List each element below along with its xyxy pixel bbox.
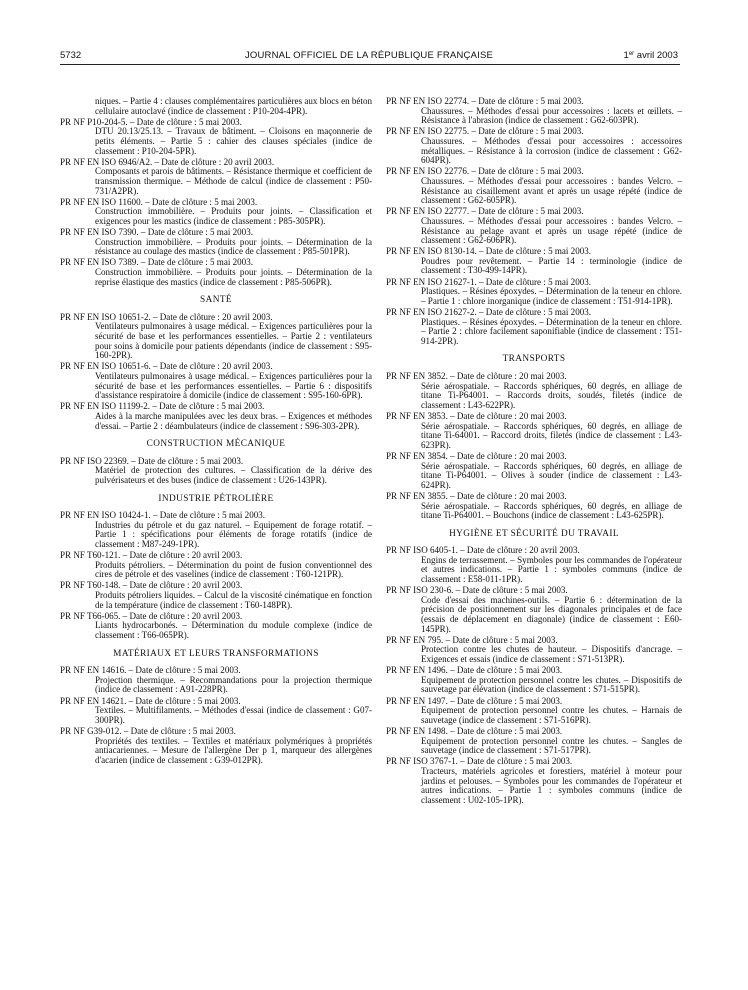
- entry-description: niques. – Partie 4 : clauses complémentaires particulières aux blocs en béton cellulaire autoclavé (indice de classement : P10-204-4PR).: [95, 96, 372, 116]
- entry-description: Poudres pour revêtement. – Partie 14 : terminologie (indice de classement : T30-499-14PR).: [421, 255, 682, 276]
- entry-description: Plastiques. – Résines époxydes. – Détermination de la teneur en chlore. – Partie 1 : chlore inorganique (indice de classement : T51-914-1PR).: [421, 286, 682, 306]
- entry-description: Série aérospatiale. – Raccords sphériques, 60 degrés, en alliage de titane Ti-64001. – Raccord droits, filetés (indice de classement : L43-623PR).: [421, 420, 682, 450]
- entry-description: Plastiques. – Résines époxydes. – Détermination de la teneur en chlore. – Partie 2 : chlore facilement saponifiable (indice de classement : T51-914-2PR).: [421, 316, 682, 346]
- entry-description: Chaussures. – Méthodes d'essai pour accessoires : bandes Velcro. – Résistance au cisaillement avant et après un usage répété (indice de classement : G62-605PR).: [421, 175, 682, 206]
- standard-entry: [60, 258, 372, 287]
- left-column: [60, 97, 372, 767]
- entry-heading: PR NF EN ISO 21627-1. – Date de clôture : 5 mai 2003.: [386, 276, 592, 287]
- entry-description: Ventilateurs pulmonaires à usage médical. – Exigences particulières pour la sécurité de base et les performances essentielles. – Partie 2 : ventilateurs pour soins à domicile pour patients dépendants (indice de classement : S95-160-2PR).: [95, 321, 372, 361]
- standard-entry: [60, 612, 372, 641]
- entry-description: Matériel de protection des cultures. – Classification de la dérive des pulvérisateurs et des buses (indice de classement : U26-143PR).: [95, 465, 372, 485]
- standard-entry: [60, 551, 372, 580]
- entry-heading: PR NF EN ISO 22774. – Date de clôture : 5 mai 2003.: [386, 96, 584, 106]
- entry-description: Série aérospatiale. – Raccords sphériques, 60 degrés, en alliage de titane Ti-P64001. – Olives à souder (indice de classement : L43-624PR).: [421, 460, 682, 490]
- entry-description: Textiles. – Multifilaments. – Méthodes d'essai (indice de classement : G07-300PR).: [95, 705, 372, 725]
- entry-description: Série aérospatiale. – Raccords sphériques, 60 degrés, en alliage de titane Ti-P64001. – Bouchons (indice de classement : L43-625PR).: [421, 500, 682, 521]
- entry-description: Equipement de protection personnel contre les chutes. – Dispositifs de sauvetage par élévation (indice de classement : S71-515PR).: [421, 674, 682, 695]
- entry-description: Composants et parois de bâtiments. – Résistance thermique et coefficient de transmission thermique. – Méthode de calcul (indice de classement : P50-731/A2PR).: [95, 166, 372, 196]
- entry-description: Aides à la marche manipulées avec les deux bras. – Exigences et méthodes d'essai. – Partie 2 : déambulateurs (indice de classement : S96-303-2PR).: [95, 410, 372, 431]
- entry-description: Série aérospatiale. – Raccords sphériques, 60 degrés, en alliage de titane Ti-P64001. – Raccords droits, soudés, filetés (indice de classement : L43-622PR).: [421, 380, 682, 410]
- section-heading: SANTÉ: [200, 295, 232, 306]
- page-number: 5732: [60, 50, 82, 61]
- entry-heading: PR NF T66-065. – Date de clôture : 20 avril 2003.: [60, 610, 243, 621]
- standard-entry: [60, 228, 372, 257]
- standard-entry: [60, 198, 372, 227]
- issue-date-sup: er: [628, 51, 635, 57]
- standard-entry: [386, 666, 682, 695]
- entry-description: Chaussures. – Méthodes d'essai pour accessoires : bandes Velcro. – Résistance au pelage avant et après un usage répété (indice de classement : G62-606PR).: [421, 215, 682, 246]
- standard-entry: [386, 97, 682, 126]
- section-heading: CONSTRUCTION MÉCANIQUE: [146, 439, 286, 450]
- entry-heading: PR NF EN ISO 10651-2. – Date de clôture : 20 avril 2003.: [60, 311, 273, 322]
- standard-entry: [386, 247, 682, 276]
- standard-entry: [60, 97, 372, 116]
- entry-heading: PR NF EN 1498. – Date de clôture : 5 mai 2003.: [386, 725, 563, 736]
- entry-heading: PR NF EN ISO 7389. – Date de clôture : 5 mai 2003.: [60, 257, 253, 268]
- entry-heading: PR NF EN ISO 10651-6. – Date de clôture : 20 avril 2003.: [60, 361, 273, 372]
- standard-entry: [386, 546, 682, 584]
- standard-entry: [60, 666, 372, 695]
- entry-heading: PR NF EN 3854. – Date de clôture : 20 mai 2003.: [386, 450, 567, 461]
- entry-heading: PR NF EN 795. – Date de clôture : 5 mai 2003.: [386, 634, 558, 645]
- issue-date-day: 1: [623, 50, 629, 61]
- standard-entry: [60, 457, 372, 486]
- entry-heading: PR NF EN ISO 10424-1. – Date de clôture : 5 mai 2003.: [60, 510, 266, 521]
- entry-description: Chaussures. – Méthodes d'essai pour accessoires : lacets et œillets. – Résistance à l'abrasion (indice de classement : G62-603PR).: [421, 105, 682, 126]
- standard-entry: [386, 372, 682, 410]
- entry-heading: PR NF EN 1497. – Date de clôture : 5 mai 2003.: [386, 695, 563, 706]
- entry-heading: PR NF EN ISO 11600. – Date de clôture : 5 mai 2003.: [60, 196, 258, 207]
- standard-entry: [386, 308, 682, 346]
- standard-entry: [386, 167, 682, 205]
- entry-heading: PR NF EN 3852. – Date de clôture : 20 mai 2003.: [386, 371, 567, 381]
- section-heading: INDUSTRIE PÉTROLIÈRE: [158, 493, 274, 504]
- standard-entry: [60, 402, 372, 431]
- standard-entry: [386, 727, 682, 756]
- entry-heading: PR NF EN ISO 21627-2. – Date de clôture : 5 mai 2003.: [386, 307, 592, 318]
- journal-title: JOURNAL OFFICIEL DE LA RÉPUBLIQUE FRANÇAISE: [244, 50, 494, 61]
- standard-entry: [386, 757, 682, 805]
- standard-entry: [386, 127, 682, 165]
- entry-description: DTU 20.13/25.13. – Travaux de bâtiment. – Cloisons en maçonnerie de petits éléments. – Partie 5 : cahier des clauses spéciales (indice de classement : P10-204-5PR).: [95, 126, 372, 156]
- issue-date-rest: avril 2003: [634, 50, 678, 61]
- entry-heading: PR NF T60-148. – Date de clôture : 20 avril 2003.: [60, 580, 243, 591]
- standard-entry: [60, 581, 372, 610]
- entry-description: Liants hydrocarbonés. – Détermination du module complexe (indice de classement : T66-065PR).: [95, 620, 372, 641]
- entry-description: Construction immobilière. – Produits pour joints. – Détermination de la reprise élastique des mastics (indice de classement : P85-506PR).: [95, 267, 372, 287]
- entry-heading: PR NF EN ISO 22777. – Date de clôture : 5 mai 2003.: [386, 206, 584, 217]
- entry-heading: PR NF EN 14621. – Date de clôture : 5 mai 2003.: [60, 695, 241, 706]
- standard-entry: [386, 586, 682, 634]
- entry-heading: PR NF EN ISO 6946/A2. – Date de clôture : 20 avril 2003.: [60, 156, 275, 167]
- standard-entry: [386, 492, 682, 521]
- standard-entry: [386, 412, 682, 450]
- standard-entry: [60, 727, 372, 765]
- issue-date: [624, 50, 678, 61]
- entry-description: Produits pétroliers. – Détermination du point de fusion conventionnel des cires de pétrole et des vaselines (indice de classement : T60-121PR).: [95, 559, 372, 580]
- entry-description: Projection thermique. – Recommandations pour la projection thermique (indice de classement : A91-228PR).: [95, 674, 372, 695]
- standard-entry: [386, 697, 682, 726]
- standard-entry: [386, 207, 682, 245]
- right-column: [386, 97, 682, 807]
- entry-description: Engins de terrassement. – Symboles pour les commandes de l'opérateur et autres indications. – Partie 1 : symboles communs (indice de classement : E58-011-1PR).: [421, 554, 682, 585]
- entry-heading: PR NF P10-204-5. – Date de clôture : 5 mai 2003.: [60, 116, 242, 127]
- standard-entry: [60, 158, 372, 196]
- entry-description: Ventilateurs pulmonaires à usage médical. – Exigences particulières pour la sécurité de base et les performances essentielles. – Partie 6 : dispositifs d'assistance respiratoire à domicile (indice de classement : S95-160-6PR).: [95, 371, 372, 401]
- standard-entry: [60, 313, 372, 361]
- standard-entry: [386, 452, 682, 490]
- entry-heading: PR NF ISO 22369. – Date de clôture : 5 mai 2003.: [60, 455, 244, 466]
- standard-entry: [60, 697, 372, 726]
- section-heading: MATÉRIAUX ET LEURS TRANSFORMATIONS: [113, 648, 319, 659]
- standard-entry: [60, 118, 372, 156]
- standard-entry: [386, 278, 682, 307]
- entry-description: Construction immobilière. – Produits pour joints. – Détermination de la résistance au coulage des mastics (indice de classement : P85-501PR).: [95, 236, 372, 257]
- entry-heading: PR NF EN ISO 22776. – Date de clôture : 5 mai 2003.: [386, 166, 584, 177]
- section-heading: TRANSPORTS: [502, 354, 566, 365]
- entry-description: Produits pétroliers liquides. – Calcul de la viscosité cinématique en fonction de la température (indice de classement : T60-148PR).: [95, 590, 372, 610]
- standard-entry: [60, 362, 372, 400]
- entry-heading: PR NF EN 14616. – Date de clôture : 5 mai 2003.: [60, 665, 241, 676]
- entry-description: Chaussures. – Méthodes d'essai pour accessoires : accessoires métalliques. – Résistance à la corrosion (indice de classement : G62-604PR).: [421, 135, 682, 166]
- entry-heading: PR NF G39-012. – Date de clôture : 5 mai 2003.: [60, 725, 236, 736]
- entry-heading: PR NF EN 1496. – Date de clôture : 5 mai 2003.: [386, 665, 563, 676]
- entry-heading: PR NF EN 3853. – Date de clôture : 20 mai 2003.: [386, 410, 567, 421]
- entry-description: Code d'essai des machines-outils. – Partie 6 : détermination de la précision de positionnement sur les diagonales principales et de face (essais de déplacement en diagonale) (indice de classement : E60-145PR).: [421, 594, 682, 634]
- section-heading: HYGIÈNE ET SÉCURITÉ DU TRAVAIL: [449, 528, 619, 539]
- entry-description: Industries du pétrole et du gaz naturel. – Equipement de forage rotatif. – Partie 1 : spécifications pour éléments de forage rotatifs (indice de classement : M87-249-1PR).: [95, 519, 372, 549]
- entry-heading: PR NF EN ISO 8130-14. – Date de clôture : 5 mai 2003.: [386, 246, 592, 257]
- entry-heading: PR NF EN ISO 7390. – Date de clôture : 5 mai 2003.: [60, 227, 253, 238]
- entry-description: Protection contre les chutes de hauteur. – Dispositifs d'ancrage. – Exigences et essais (indice de classement : S71-513PR).: [421, 644, 682, 664]
- entry-heading: PR NF EN ISO 11199-2. – Date de clôture : 5 mai 2003.: [60, 401, 265, 412]
- entry-heading: PR NF ISO 3767-1. – Date de clôture : 5 mai 2003.: [386, 756, 573, 767]
- entry-heading: PR NF EN 3855. – Date de clôture : 20 mai 2003.: [386, 490, 567, 501]
- entry-description: Construction immobilière. – Produits pour joints. – Classification et exigences pour les mastics (indice de classement : P85-305PR).: [95, 206, 372, 226]
- entry-heading: PR NF ISO 6405-1. – Date de clôture : 20 avril 2003.: [386, 545, 580, 556]
- entry-description: Equipement de protection personnel contre les chutes. – Sangles de sauvetage (indice de classement : S71-517PR).: [421, 735, 682, 756]
- header-rule: [60, 64, 680, 65]
- entry-description: Equipement de protection personnel contre les chutes. – Harnais de sauvetage (indice de classement : S71-516PR).: [421, 705, 682, 725]
- standard-entry: [60, 511, 372, 549]
- entry-heading: PR NF T60-121. – Date de clôture : 20 avril 2003.: [60, 550, 243, 561]
- page-header: [60, 50, 678, 64]
- entry-description: Propriétés des textiles. – Textiles et matériaux polymériques à propriétés antiacariennes. – Mesure de l'allergène Der p 1, marqueur des allergènes d'acarien (indice de classement : G39-012PR).: [95, 735, 372, 765]
- standard-entry: [386, 636, 682, 665]
- entry-heading: PR NF EN ISO 22775. – Date de clôture : 5 mai 2003.: [386, 126, 584, 137]
- entry-description: Tracteurs, matériels agricoles et forestiers, matériel à moteur pour jardins et pelouses. – Symboles pour les commandes de l'opérateur et autres indications. – Partie 1 : symboles communs (indice de classement : U02-105-1PR).: [421, 765, 682, 805]
- entry-heading: PR NF ISO 230-6. – Date de clôture : 5 mai 2003.: [386, 585, 568, 596]
